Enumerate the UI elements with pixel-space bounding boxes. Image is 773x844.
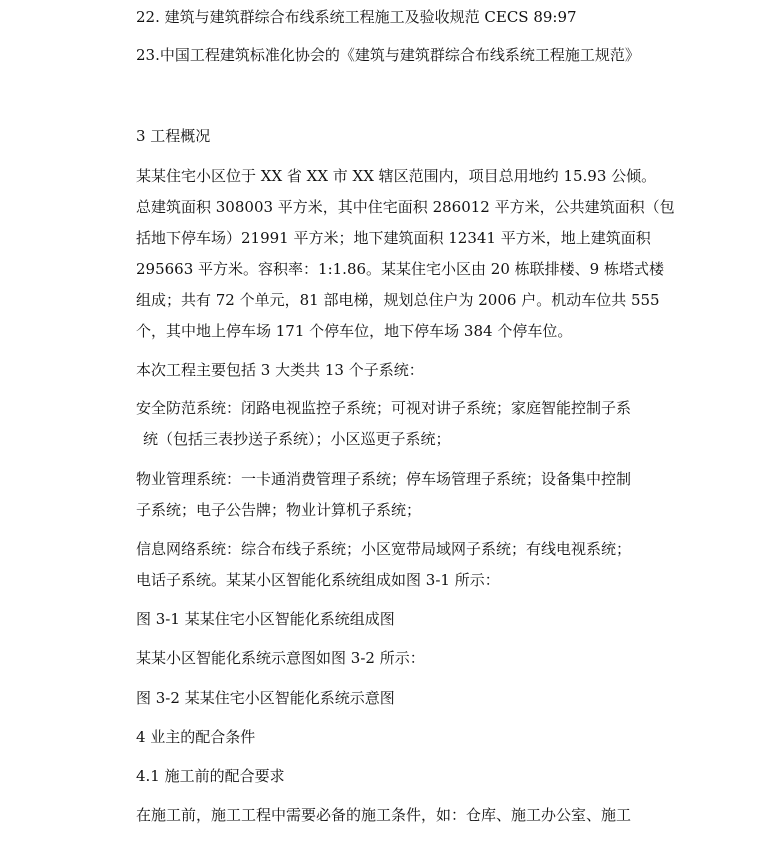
network-system-line: 信息网络系统：综合布线子系统；小区宽带局域网子系统；有线电视系统；: [136, 540, 632, 558]
reference-23: 23.中国工程建筑标准化协会的《建筑与建筑群综合布线系统工程施工规范》: [136, 46, 640, 64]
property-system-line: 物业管理系统：一卡通消费管理子系统；停车场管理子系统；设备集中控制: [136, 470, 632, 488]
network-system-line: 电话子系统。某某小区智能化系统组成如图 3-1 所示：: [136, 571, 500, 589]
section-3-heading: 3 工程概况: [136, 127, 211, 145]
section-4-1-text: 在施工前，施工工程中需要必备的施工条件，如：仓库、施工办公室、施工: [136, 806, 632, 824]
overview-line: 某某住宅小区位于 XX 省 XX 市 XX 辖区范围内，项目总用地约 15.93 公倾。: [136, 167, 657, 185]
section-4-heading: 4 业主的配合条件: [136, 728, 256, 746]
figure-3-2-caption: 图 3-2 某某住宅小区智能化系统示意图: [136, 689, 395, 707]
diagram-intro: 某某小区智能化系统示意图如图 3-2 所示：: [136, 649, 425, 667]
figure-3-1-caption: 图 3-1 某某住宅小区智能化系统组成图: [136, 610, 395, 628]
property-system-line: 子系统；电子公告牌；物业计算机子系统；: [136, 501, 422, 519]
security-system-line: 安全防范系统：闭路电视监控子系统；可视对讲子系统；家庭智能控制子系: [136, 399, 632, 417]
overview-line: 括地下停车场）21991 平方米；地下建筑面积 12341 平方米，地上建筑面积: [136, 229, 651, 247]
overview-line: 295663 平方米。容积率：1:1.86。某某住宅小区由 20 栋联排楼、9 栋塔式楼: [136, 260, 664, 278]
overview-line: 组成；共有 72 个单元，81 部电梯，规划总住户为 2006 户。机动车位共 555: [136, 291, 660, 309]
security-system-line: 统（包括三表抄送子系统）；小区巡更子系统；: [143, 430, 451, 448]
scope-intro: 本次工程主要包括 3 大类共 13 个子系统：: [136, 361, 424, 379]
reference-22: 22. 建筑与建筑群综合布线系统工程施工及验收规范 CECS 89:97: [136, 8, 577, 26]
overview-line: 总建筑面积 308003 平方米，其中住宅面积 286012 平方米，公共建筑面积（包: [136, 198, 675, 216]
section-4-1-heading: 4.1 施工前的配合要求: [136, 767, 285, 785]
overview-line: 个，其中地上停车场 171 个停车位，地下停车场 384 个停车位。: [136, 322, 573, 340]
